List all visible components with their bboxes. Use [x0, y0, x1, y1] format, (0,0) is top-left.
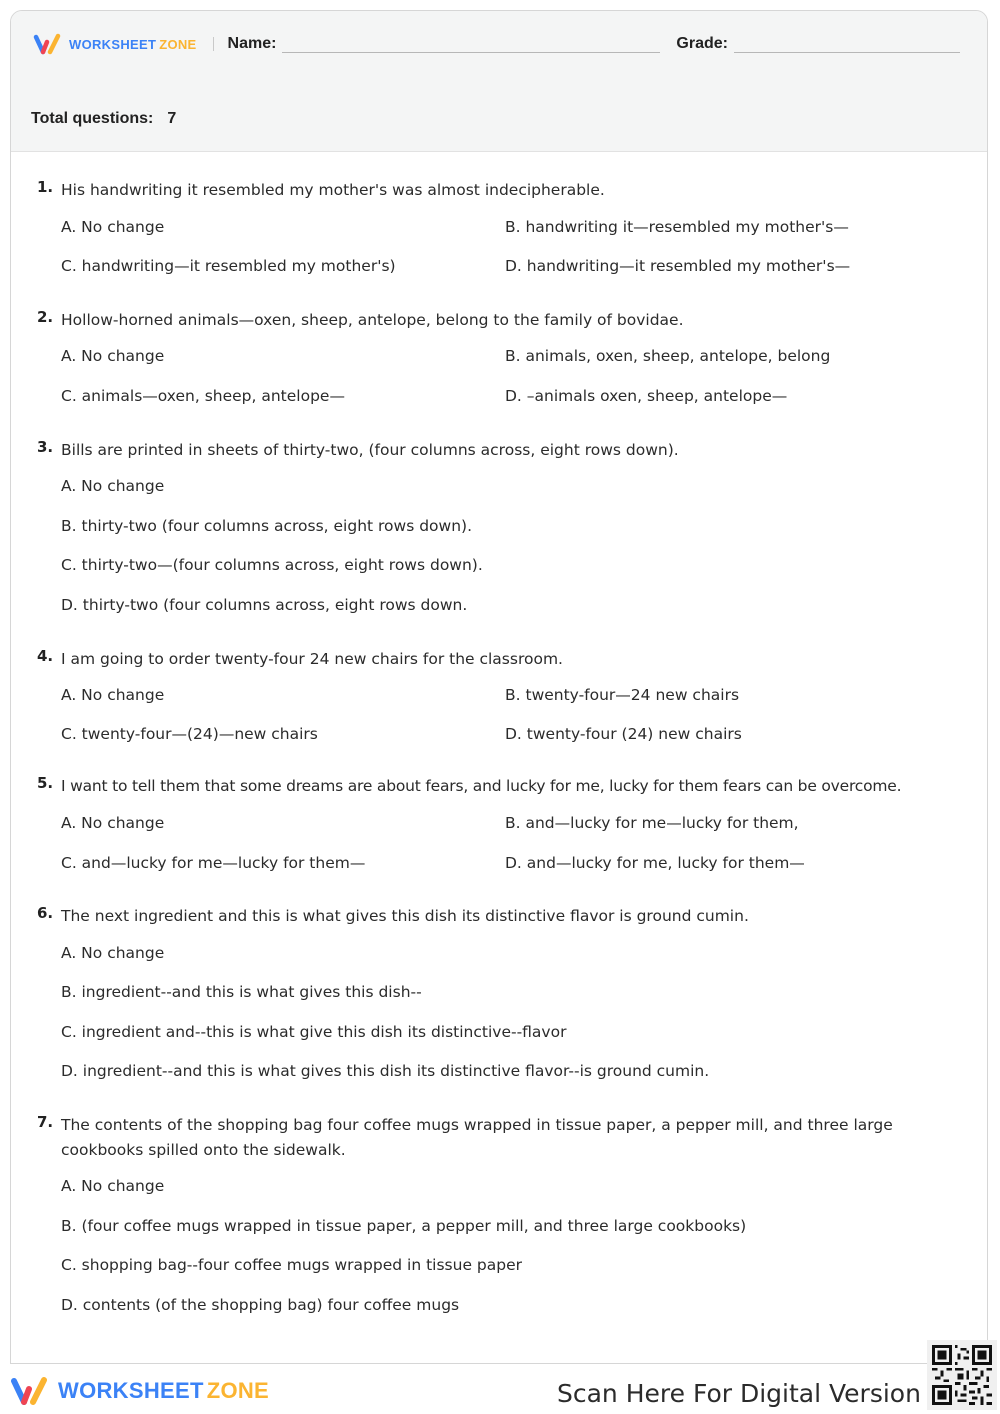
- name-field[interactable]: [282, 52, 660, 53]
- question-text: His handwriting it resembled my mother's was almost indecipherable.: [61, 181, 605, 199]
- question-text: The next ingredient and this is what gives this dish its distinctive flavor is ground cumin.: [61, 907, 749, 925]
- option-b[interactable]: B. twenty-four—24 new chairs: [505, 686, 740, 704]
- grade-field[interactable]: [734, 52, 960, 53]
- question-number: 4.: [37, 647, 54, 665]
- question-number: 1.: [37, 178, 54, 196]
- option-d[interactable]: D. ingredient--and this is what gives this dish its distinctive flavor--is ground cumin.: [61, 1062, 710, 1080]
- option-a[interactable]: A. No change: [61, 1177, 165, 1195]
- question-text: I am going to order twenty-four 24 new chairs for the classroom.: [61, 650, 563, 668]
- brand-logo: [33, 33, 197, 55]
- option-a[interactable]: A. No change: [61, 814, 165, 832]
- question-text: The contents of the shopping bag four coffee mugs wrapped in tissue paper, a pepper mill, and three large cookbooks spilled onto the sidewalk.: [61, 1116, 893, 1159]
- option-a[interactable]: A. No change: [61, 944, 165, 962]
- option-b[interactable]: B. ingredient--and this is what gives this dish--: [61, 983, 422, 1001]
- brand-primary: WORKSHEET: [58, 1378, 204, 1403]
- total-label: Total questions:: [31, 110, 154, 127]
- brand-primary: WORKSHEET: [69, 36, 157, 52]
- option-c[interactable]: C. shopping bag--four coffee mugs wrapped in tissue paper: [61, 1256, 522, 1274]
- option-b[interactable]: B. and—lucky for me—lucky for them,: [505, 814, 799, 832]
- option-b[interactable]: B. animals, oxen, sheep, antelope, belong: [505, 347, 831, 365]
- worksheet-zone-logo-icon: [33, 33, 63, 55]
- question-number: 6.: [37, 904, 54, 922]
- scan-prompt: Scan Here For Digital Version: [557, 1379, 921, 1408]
- total-questions: [31, 110, 176, 128]
- option-c[interactable]: C. thirty-two—(four columns across, eight rows down).: [61, 556, 483, 574]
- worksheet: [10, 10, 988, 1364]
- brand-secondary: ZONE: [206, 1378, 270, 1403]
- footer-brand-logo: [10, 1376, 269, 1406]
- option-b[interactable]: B. thirty-two (four columns across, eight rows down).: [61, 517, 473, 535]
- qr-code-icon[interactable]: [927, 1340, 997, 1410]
- option-c[interactable]: C. animals—oxen, sheep, antelope—: [61, 387, 345, 405]
- option-a[interactable]: A. No change: [61, 686, 165, 704]
- option-d[interactable]: D. contents (of the shopping bag) four coffee mugs: [61, 1296, 460, 1314]
- option-c[interactable]: C. and—lucky for me—lucky for them—: [61, 854, 366, 872]
- question-number: 5.: [37, 774, 54, 792]
- option-b[interactable]: B. handwriting it—resembled my mother's—: [505, 218, 849, 236]
- header-row: [33, 33, 973, 55]
- footer-brand-name: [58, 1378, 269, 1404]
- option-d[interactable]: D. and—lucky for me, lucky for them—: [505, 854, 805, 872]
- brand-name: [69, 37, 197, 52]
- option-c[interactable]: C. handwriting—it resembled my mother's): [61, 257, 396, 275]
- worksheet-zone-logo-icon: [10, 1376, 50, 1406]
- grade-label: Grade:: [676, 35, 728, 52]
- option-c[interactable]: C. ingredient and--this is what give this dish its distinctive--flavor: [61, 1023, 567, 1041]
- option-a[interactable]: A. No change: [61, 347, 165, 365]
- name-label: Name:: [227, 35, 277, 52]
- option-d[interactable]: D. handwriting—it resembled my mother's—: [505, 257, 851, 275]
- option-b[interactable]: B. (four coffee mugs wrapped in tissue paper, a pepper mill, and three large cookbooks): [61, 1217, 747, 1235]
- option-d[interactable]: D. twenty-four (24) new chairs: [505, 725, 742, 743]
- option-a[interactable]: A. No change: [61, 218, 165, 236]
- brand-secondary: ZONE: [159, 36, 197, 52]
- question-number: 2.: [37, 308, 54, 326]
- total-value: 7: [167, 110, 177, 127]
- question-number: 7.: [37, 1113, 54, 1131]
- option-a[interactable]: A. No change: [61, 477, 165, 495]
- option-c[interactable]: C. twenty-four—(24)—new chairs: [61, 725, 318, 743]
- question-text: Bills are printed in sheets of thirty-two, (four columns across, eight rows down).: [61, 441, 679, 459]
- option-d[interactable]: D. thirty-two (four columns across, eight rows down.: [61, 596, 468, 614]
- question-number: 3.: [37, 438, 54, 456]
- question-text: I want to tell them that some dreams are about fears, and lucky for me, lucky for them fears can be overcome.: [61, 777, 902, 795]
- question-text: Hollow-horned animals—oxen, sheep, antelope, belong to the family of bovidae.: [61, 311, 684, 329]
- divider: [213, 37, 214, 51]
- option-d[interactable]: D. –animals oxen, sheep, antelope—: [505, 387, 788, 405]
- worksheet-header: [11, 11, 987, 152]
